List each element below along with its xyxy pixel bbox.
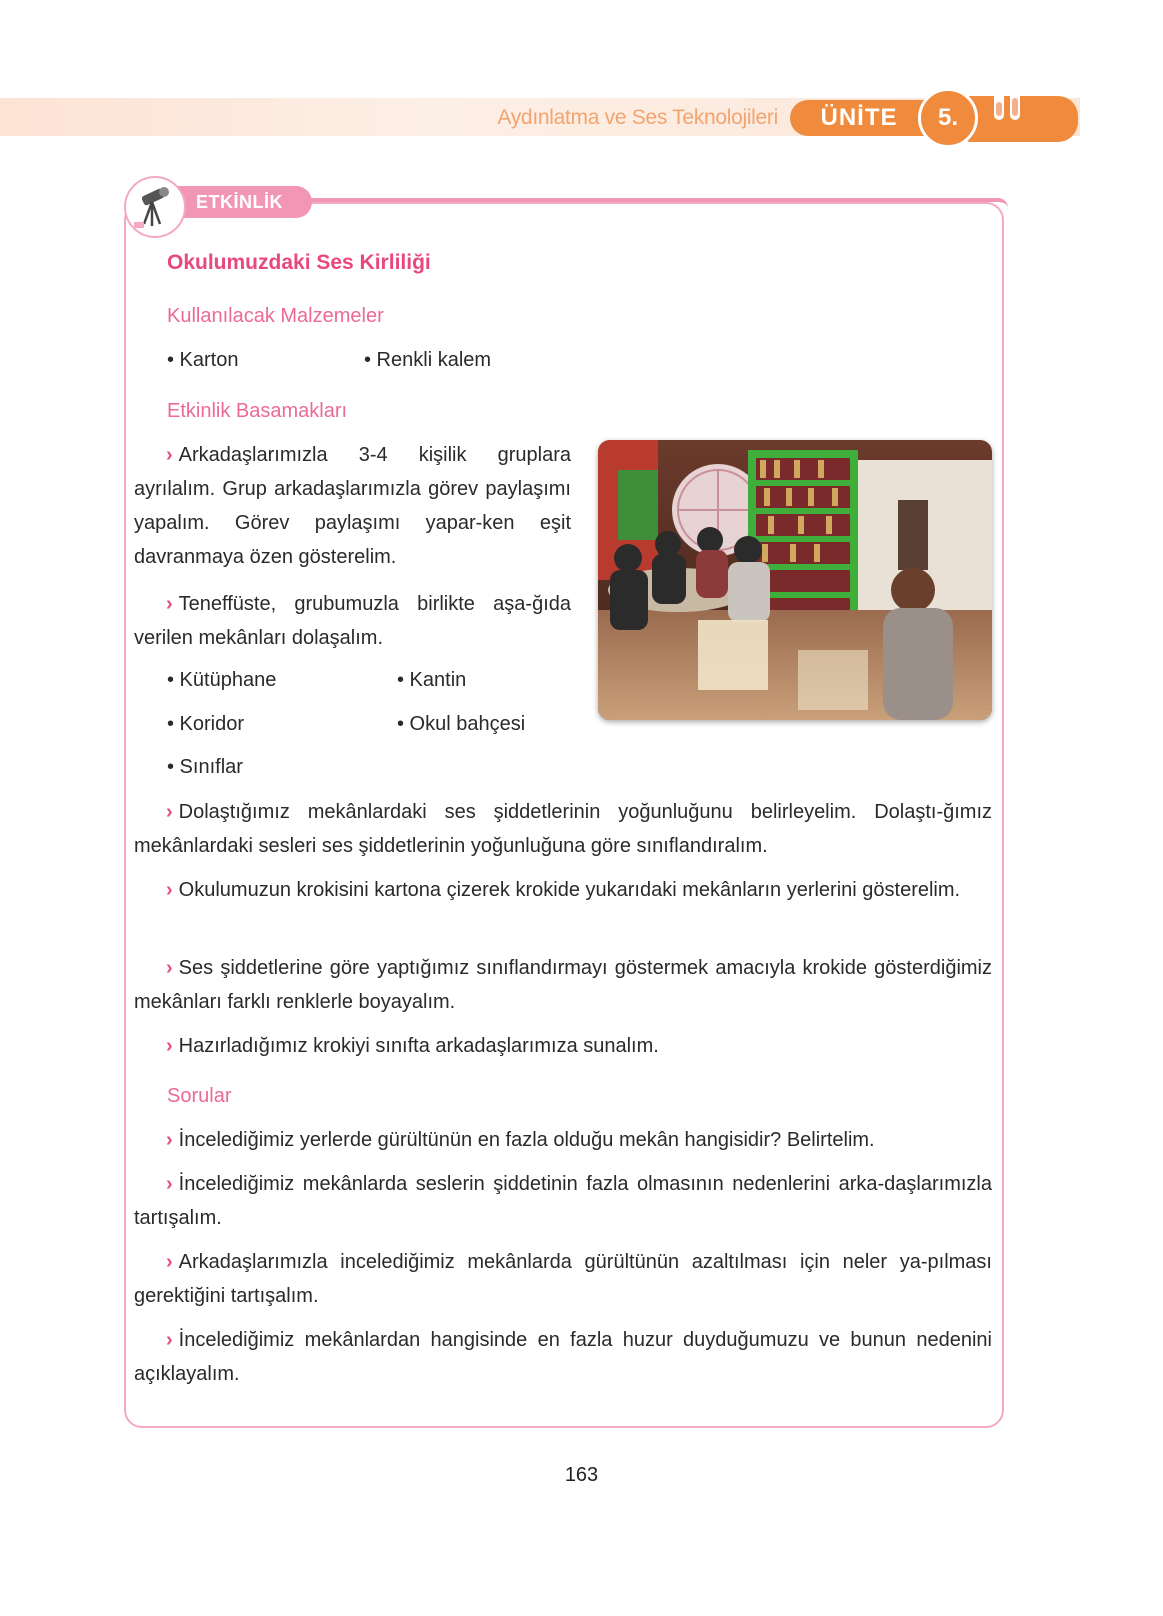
material-item: • Renkli kalem <box>364 349 492 371</box>
page-number: 163 <box>564 1464 599 1486</box>
questions-heading: Sorular <box>167 1085 232 1107</box>
steps-heading: Etkinlik Basamakları <box>167 400 348 422</box>
step-paragraph: › Ses şiddetlerine göre yaptığımız sınıflandırmayı göstermek amacıyla krokide gösterdiğimiz mekânları farklı renklerle boyayalım. <box>134 957 992 1013</box>
place-item: • Kantin <box>397 669 467 691</box>
library-photo <box>598 440 992 720</box>
place-item: • Koridor <box>167 713 245 735</box>
arrow-bullet-icon: › <box>166 1173 173 1195</box>
step-paragraph: › Hazırladığımız krokiyi sınıfta arkadaşlarımıza sunalım. <box>166 1035 659 1057</box>
activity-icon-frame <box>124 176 186 238</box>
place-item: • Sınıflar <box>167 756 243 778</box>
place-item: • Okul bahçesi <box>397 713 526 735</box>
question-paragraph: › İncelediğimiz yerlerde gürültünün en fazla olduğu mekân hangisidir? Belirtelim. <box>166 1129 875 1151</box>
activity-title: Okulumuzdaki Ses Kirliliği <box>167 251 431 274</box>
unit-subject-title: Aydınlatma ve Ses Teknolojileri <box>497 106 778 129</box>
arrow-bullet-icon: › <box>166 1129 173 1151</box>
library-photo-illustration <box>598 440 992 720</box>
arrow-bullet-icon: › <box>166 957 173 979</box>
question-paragraph: › Arkadaşlarımızla incelediğimiz mekânlarda gürültünün azaltılması için neler ya-pılması gerektiğini tartışalım. <box>134 1251 992 1307</box>
telescope-icon <box>126 178 184 236</box>
step-paragraph: › Teneffüste, grubumuzla birlikte aşa-ğıda verilen mekânları dolaşalım. <box>134 593 571 649</box>
unit-label-badge: ÜNİTE <box>790 100 928 136</box>
arrow-bullet-icon: › <box>166 1329 173 1351</box>
question-paragraph: › İncelediğimiz mekânlardan hangisinde en fazla huzur duyduğumuzu ve bunun nedenini açıklayalım. <box>134 1329 992 1385</box>
arrow-bullet-icon: › <box>166 1251 173 1273</box>
test-tubes-icon <box>988 76 1032 138</box>
unit-number-badge <box>918 86 1078 150</box>
step-paragraph: › Dolaştığımız mekânlardaki ses şiddetlerinin yoğunluğunu belirleyelim. Dolaştı-ğımız mekânlardaki sesleri ses şiddetlerinin yoğunluğuna göre sınıflandıralım. <box>134 801 992 857</box>
arrow-bullet-icon: › <box>166 801 173 823</box>
unit-number: 5. <box>918 88 978 148</box>
activity-top-line <box>300 198 1008 208</box>
place-item: • Kütüphane <box>167 669 277 691</box>
question-paragraph: › İncelediğimiz mekânlarda seslerin şiddetinin fazla olmasının nedenlerini arka-daşlarımızla tartışalım. <box>134 1173 992 1229</box>
material-item: • Karton <box>167 349 239 371</box>
arrow-bullet-icon: › <box>166 593 173 615</box>
arrow-bullet-icon: › <box>166 1035 173 1057</box>
arrow-bullet-icon: › <box>166 444 173 466</box>
activity-tab: ETKİNLİK <box>176 186 312 218</box>
step-paragraph: › Arkadaşlarımızla 3-4 kişilik gruplara ayrılalım. Grup arkadaşlarımızla görev paylaşımı yapalım. Görev paylaşımı yapar-ken eşit davranmaya özen gösterelim. <box>134 444 571 568</box>
arrow-bullet-icon: › <box>166 879 173 901</box>
materials-heading: Kullanılacak Malzemeler <box>167 305 384 327</box>
step-paragraph: › Okulumuzun krokisini kartona çizerek krokide yukarıdaki mekânların yerlerini gösterelim. <box>166 879 961 901</box>
